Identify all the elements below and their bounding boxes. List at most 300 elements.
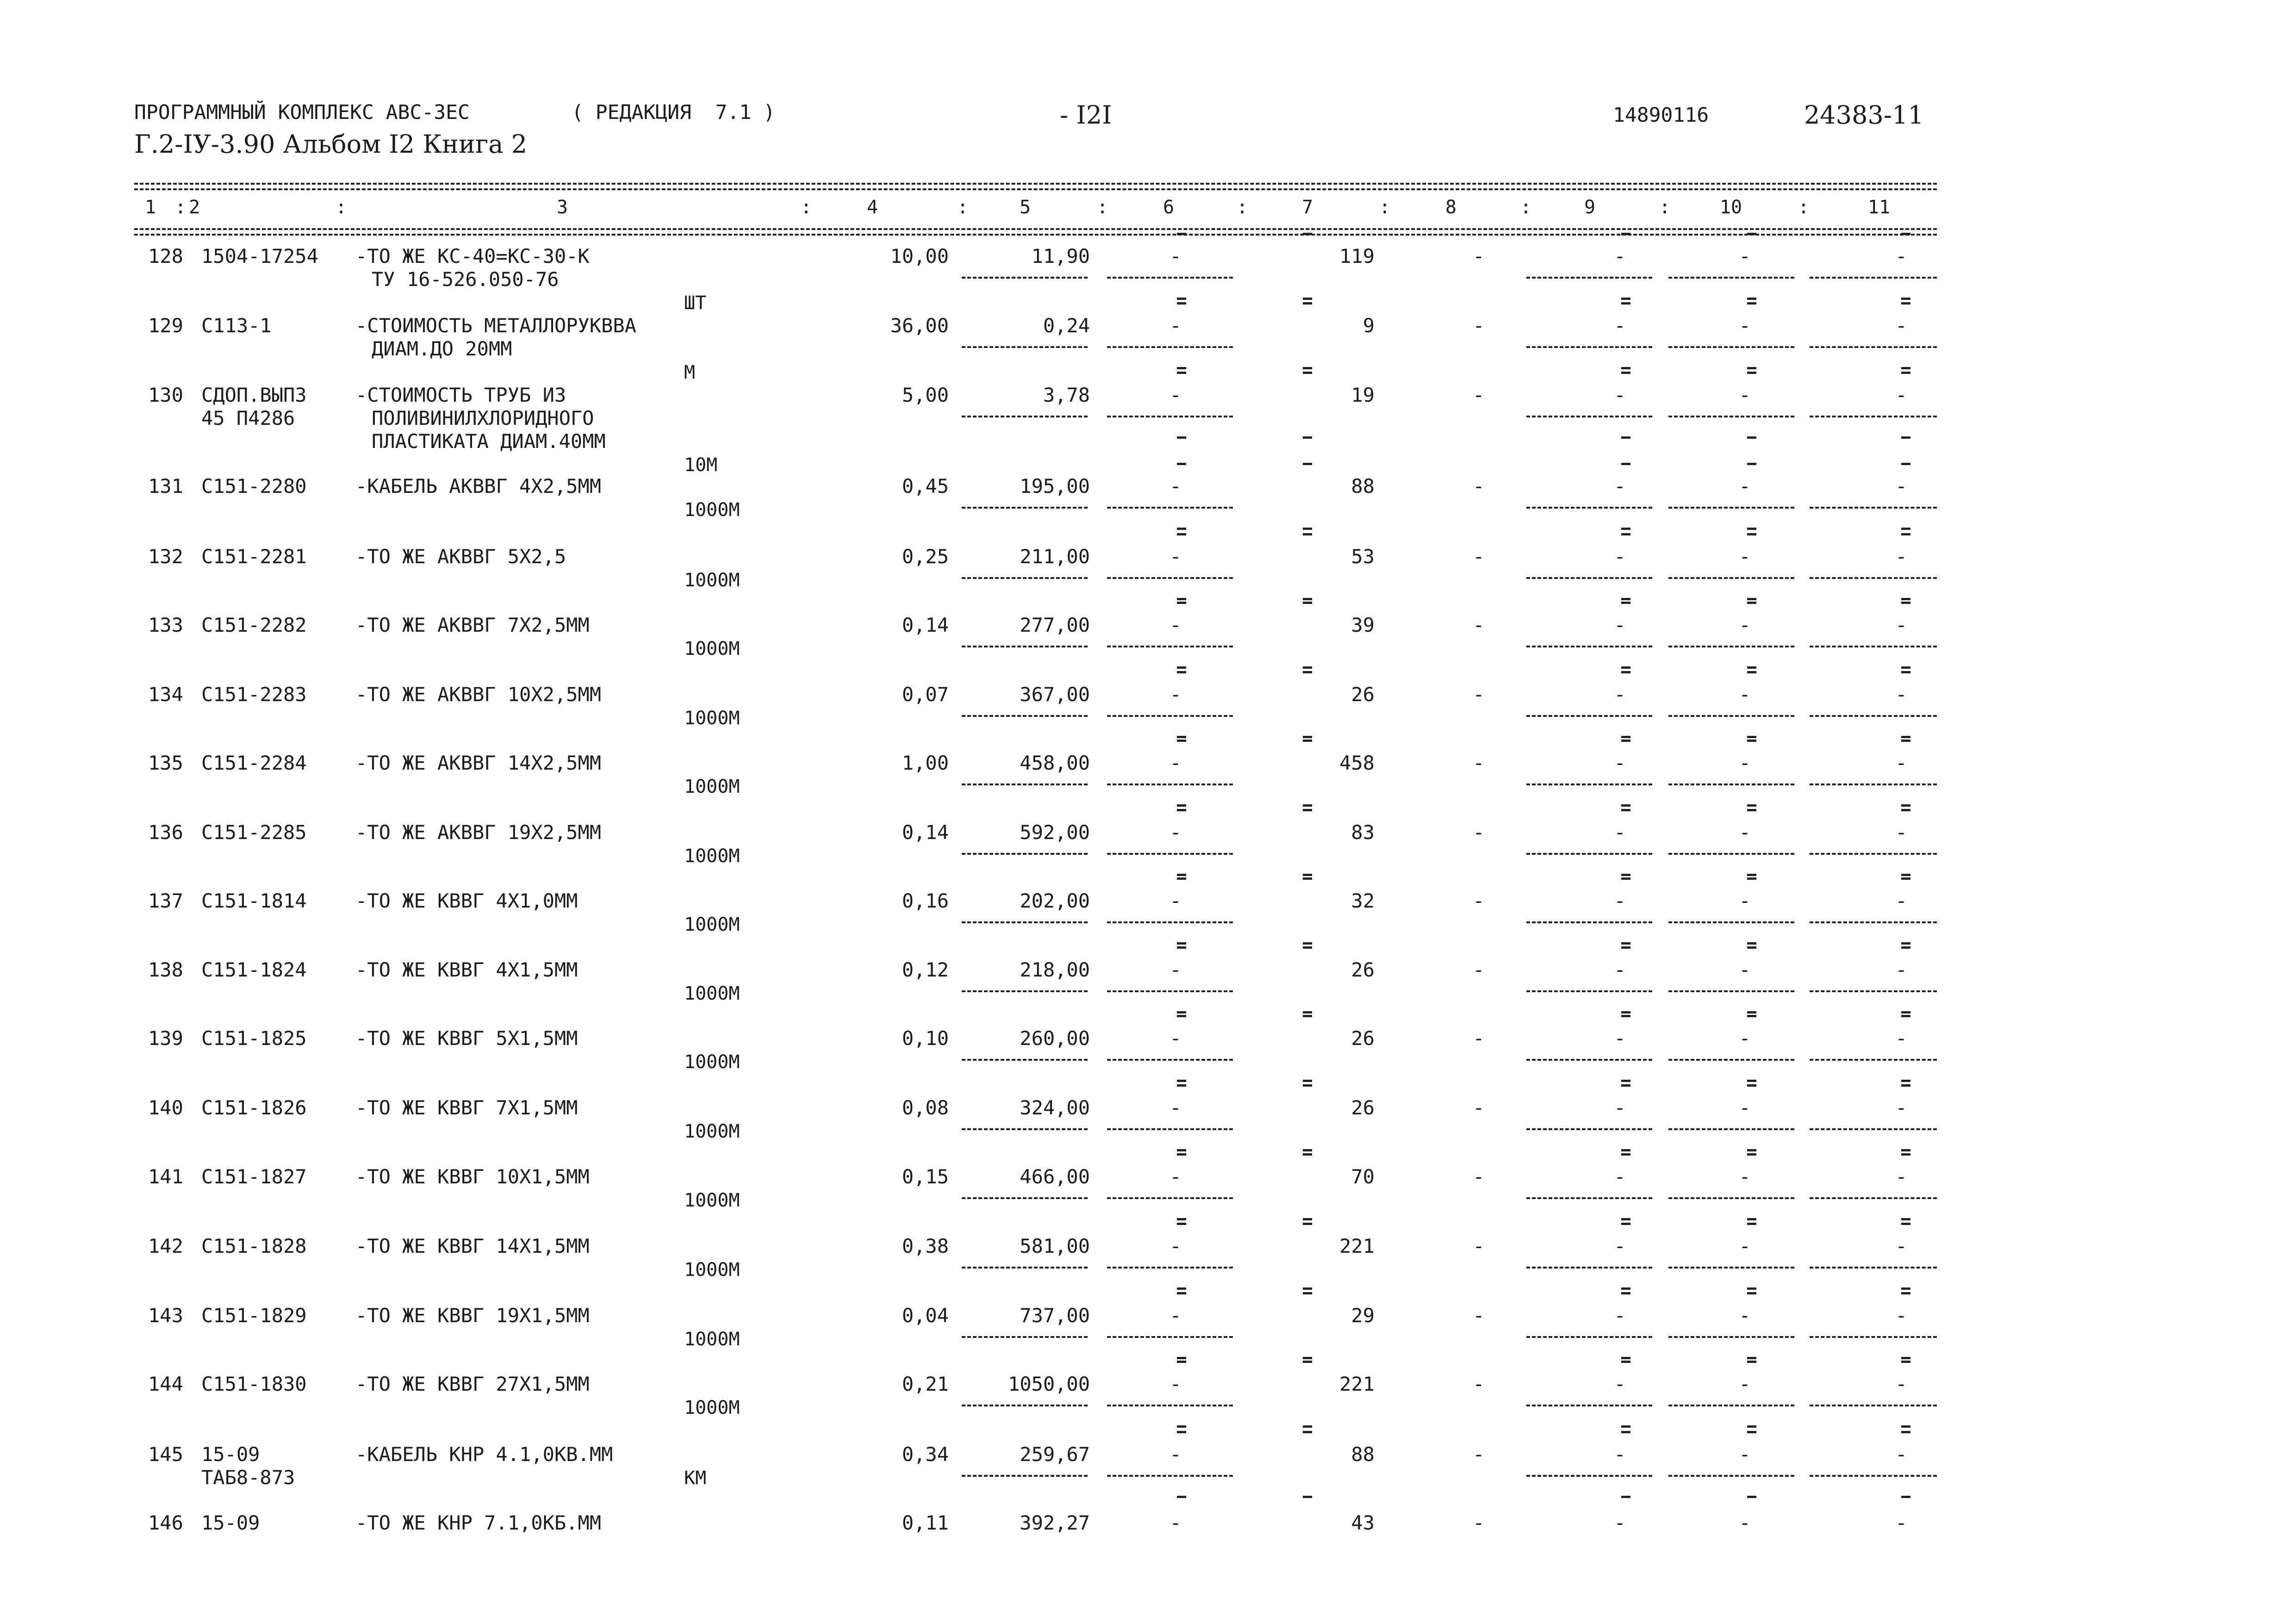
empty-mark (1177, 1153, 1186, 1156)
row-number: 145 (148, 1443, 183, 1466)
cell-underline (962, 715, 1088, 717)
empty-mark (1303, 1496, 1312, 1498)
col6-value: - (1170, 245, 1182, 267)
cell-underline (1668, 715, 1794, 717)
col6-value: - (1170, 314, 1182, 337)
empty-mark (1303, 533, 1312, 535)
cell-underline (962, 990, 1088, 992)
unit-price: 324,00 (1020, 1096, 1090, 1119)
empty-mark (1747, 1287, 1756, 1290)
cell-underline (962, 1197, 1088, 1199)
cell-underline (1107, 784, 1233, 785)
col8-value: - (1473, 1235, 1485, 1257)
unit-price: 259,67 (1020, 1443, 1090, 1466)
cell-underline (962, 1267, 1088, 1269)
total-cost: 83 (1351, 821, 1375, 844)
col8-value: - (1473, 958, 1485, 981)
cell-underline (1810, 1405, 1937, 1406)
col10-value: - (1739, 1511, 1751, 1534)
cell-underline (1668, 784, 1794, 785)
empty-mark (1901, 804, 1910, 807)
total-cost: 88 (1351, 1443, 1375, 1466)
cell-underline (962, 346, 1088, 348)
col9-value: - (1614, 314, 1626, 337)
col11-value: - (1895, 1235, 1907, 1257)
empty-mark (1901, 533, 1910, 535)
row-number: 143 (148, 1304, 183, 1327)
empty-mark (1901, 528, 1910, 530)
empty-mark (1303, 1431, 1312, 1433)
cell-underline (1810, 277, 1937, 279)
resource-code: ТАБ8-873 (201, 1466, 295, 1489)
col6-value: - (1170, 1235, 1182, 1257)
empty-mark (1303, 233, 1312, 235)
empty-mark (1177, 946, 1186, 949)
col11-value: - (1895, 683, 1907, 706)
cell-underline (1107, 346, 1233, 348)
col10-value: - (1739, 545, 1751, 568)
col6-value: - (1170, 384, 1182, 406)
empty-mark (1901, 367, 1910, 369)
resource-name: -ТО ЖЕ КНР 7.1,0КБ.ММ (355, 1511, 602, 1534)
empty-mark (1177, 367, 1186, 369)
unit-of-measure: 1000М (684, 846, 740, 867)
empty-mark (1747, 302, 1756, 305)
col8-value: - (1473, 1165, 1485, 1188)
col9-value: - (1614, 1027, 1626, 1050)
resource-name: -ТО ЖЕ АКВВГ 14Х2,5ММ (355, 752, 602, 774)
empty-mark (1901, 1431, 1910, 1433)
empty-mark (1177, 1011, 1186, 1014)
empty-mark (1747, 1218, 1756, 1220)
cell-underline (1810, 921, 1937, 923)
empty-mark (1621, 233, 1630, 235)
resource-code: 1504-17254 (201, 245, 318, 267)
total-cost: 221 (1339, 1373, 1375, 1395)
col9-value: - (1614, 889, 1626, 912)
cell-underline (1810, 1336, 1937, 1338)
empty-mark (1747, 1015, 1756, 1017)
empty-mark (1621, 372, 1630, 374)
empty-mark (1621, 1218, 1630, 1220)
empty-mark (1177, 372, 1186, 374)
empty-mark (1177, 463, 1186, 465)
cell-underline (1668, 577, 1794, 579)
empty-mark (1303, 809, 1312, 811)
col8-value: - (1473, 384, 1485, 406)
col9-value: - (1614, 614, 1626, 636)
resource-name: -КАБЕЛЬ КНР 4.1,0КВ.ММ (355, 1443, 613, 1466)
row-number: 138 (148, 958, 183, 981)
empty-mark (1901, 1153, 1910, 1156)
quantity: 0,11 (902, 1511, 949, 1534)
column-separator: : (1097, 197, 1108, 218)
col8-value: - (1473, 752, 1485, 774)
cell-underline (1107, 1267, 1233, 1269)
program-name: ПРОГРАММНЫЙ КОМПЛЕКС АВС-3ЕС (134, 101, 470, 124)
empty-mark (1747, 666, 1756, 669)
col6-value: - (1170, 1373, 1182, 1395)
unit-of-measure: 10М (684, 454, 718, 476)
col8-value: - (1473, 1511, 1485, 1534)
empty-mark (1621, 367, 1630, 369)
empty-mark (1747, 298, 1756, 300)
empty-mark (1303, 1361, 1312, 1363)
column-separator: : (1237, 197, 1248, 218)
cell-underline (1526, 990, 1652, 992)
cell-underline (1668, 1128, 1794, 1130)
cell-underline (1107, 416, 1233, 417)
empty-mark (1177, 533, 1186, 535)
document-number: 24383-11 (1804, 100, 1924, 130)
unit-of-measure: 1000М (684, 1397, 740, 1418)
col8-value: - (1473, 245, 1485, 267)
col10-value: - (1739, 1304, 1751, 1327)
empty-mark (1747, 372, 1756, 374)
col11-value: - (1895, 1165, 1907, 1188)
empty-mark (1747, 671, 1756, 673)
resource-code: С151-1830 (201, 1373, 307, 1395)
cell-underline (1810, 1197, 1937, 1199)
resource-code: С151-2284 (201, 752, 307, 774)
quantity: 10,00 (890, 245, 949, 267)
cell-underline (962, 577, 1088, 579)
resource-name: -ТО ЖЕ АКВВГ 10Х2,5ММ (355, 683, 602, 706)
total-cost: 88 (1351, 475, 1375, 497)
row-number: 132 (148, 545, 183, 568)
cell-underline (1810, 577, 1937, 579)
resource-code: С151-1828 (201, 1235, 307, 1257)
cell-underline (962, 277, 1088, 279)
empty-mark (1621, 804, 1630, 807)
total-cost: 43 (1351, 1511, 1375, 1534)
col8-value: - (1473, 1096, 1485, 1119)
empty-mark (1621, 1015, 1630, 1017)
quantity: 0,14 (902, 821, 949, 844)
cell-underline (1526, 1405, 1652, 1406)
empty-mark (1747, 602, 1756, 604)
cell-underline (1810, 646, 1937, 647)
col11-value: - (1895, 1027, 1907, 1050)
cell-underline (1668, 1267, 1794, 1269)
cell-underline (962, 646, 1088, 647)
empty-mark (1901, 1149, 1910, 1151)
col6-value: - (1170, 1511, 1182, 1534)
empty-mark (1177, 809, 1186, 811)
col11-value: - (1895, 384, 1907, 406)
col6-value: - (1170, 1165, 1182, 1188)
col10-value: - (1739, 1096, 1751, 1119)
empty-mark (1621, 1361, 1630, 1363)
empty-mark (1747, 598, 1756, 600)
cell-underline (962, 853, 1088, 855)
col10-value: - (1739, 1373, 1751, 1395)
empty-mark (1901, 602, 1910, 604)
empty-mark (1303, 666, 1312, 669)
cell-underline (1107, 1336, 1233, 1338)
empty-mark (1621, 1425, 1630, 1428)
cell-underline (1107, 1059, 1233, 1061)
quantity: 36,00 (890, 314, 949, 337)
resource-code: 15-09 (201, 1511, 260, 1534)
empty-mark (1303, 302, 1312, 305)
empty-mark (1177, 1149, 1186, 1151)
col10-value: - (1739, 614, 1751, 636)
empty-mark (1303, 1357, 1312, 1359)
empty-mark (1177, 736, 1186, 738)
edition-label: ( РЕДАКЦИЯ 7.1 ) (572, 101, 776, 124)
unit-of-measure: 1000М (684, 914, 740, 935)
col10-value: - (1739, 245, 1751, 267)
cell-underline (962, 1405, 1088, 1406)
empty-mark (1621, 528, 1630, 530)
unit-price: 277,00 (1020, 614, 1090, 636)
empty-mark (1901, 436, 1910, 439)
resource-name: -ТО ЖЕ КВВГ 19Х1,5ММ (355, 1304, 590, 1327)
empty-mark (1621, 671, 1630, 673)
empty-mark (1303, 877, 1312, 880)
row-number: 131 (148, 475, 183, 497)
quantity: 0,45 (902, 475, 949, 497)
col6-value: - (1170, 752, 1182, 774)
cell-underline (1810, 715, 1937, 717)
empty-mark (1303, 298, 1312, 300)
cell-underline (962, 507, 1088, 509)
quantity: 0,38 (902, 1235, 949, 1257)
unit-of-measure: М (684, 362, 696, 383)
empty-mark (1303, 598, 1312, 600)
cell-underline (1810, 784, 1937, 785)
column-header-3: 3 (556, 197, 568, 218)
unit-price: 392,27 (1020, 1511, 1090, 1534)
cell-underline (962, 1336, 1088, 1338)
resource-code: С151-2283 (201, 683, 307, 706)
unit-price: 202,00 (1020, 889, 1090, 912)
empty-mark (1747, 1223, 1756, 1225)
col6-value: - (1170, 1304, 1182, 1327)
cell-underline (1107, 1405, 1233, 1406)
col11-value: - (1895, 614, 1907, 636)
empty-mark (1177, 740, 1186, 742)
column-separator: : (1798, 197, 1810, 218)
empty-mark (1901, 233, 1910, 235)
empty-mark (1303, 736, 1312, 738)
empty-mark (1747, 463, 1756, 465)
empty-mark (1747, 1431, 1756, 1433)
col6-value: - (1170, 889, 1182, 912)
cell-underline (1107, 507, 1233, 509)
cell-underline (1668, 1059, 1794, 1061)
column-separator: : (1520, 197, 1532, 218)
row-number: 146 (148, 1511, 183, 1534)
row-number: 130 (148, 384, 183, 406)
empty-mark (1621, 942, 1630, 945)
empty-mark (1747, 736, 1756, 738)
empty-mark (1303, 602, 1312, 604)
table-top-rule-2 (134, 188, 1937, 190)
column-header-5: 5 (1019, 197, 1031, 218)
resource-name: -СТОИМОСТЬ МЕТАЛЛОРУКВВА (355, 314, 636, 337)
cell-underline (1107, 853, 1233, 855)
empty-mark (1901, 671, 1910, 673)
empty-mark (1901, 463, 1910, 465)
col11-value: - (1895, 1304, 1907, 1327)
cell-underline (1107, 277, 1233, 279)
empty-mark (1303, 740, 1312, 742)
empty-mark (1621, 1357, 1630, 1359)
empty-mark (1621, 740, 1630, 742)
empty-mark (1747, 1149, 1756, 1151)
cell-underline (1810, 1059, 1937, 1061)
resource-code: С151-2281 (201, 545, 307, 568)
cell-underline (1668, 277, 1794, 279)
col8-value: - (1473, 889, 1485, 912)
empty-mark (1747, 367, 1756, 369)
column-header-1: 1 (144, 197, 156, 218)
col8-value: - (1473, 821, 1485, 844)
col10-value: - (1739, 1165, 1751, 1188)
quantity: 0,12 (902, 958, 949, 981)
cell-underline (1810, 346, 1937, 348)
total-cost: 26 (1351, 683, 1375, 706)
col11-value: - (1895, 889, 1907, 912)
col11-value: - (1895, 1373, 1907, 1395)
cell-underline (1810, 1267, 1937, 1269)
empty-mark (1901, 1496, 1910, 1498)
cell-underline (1810, 416, 1937, 417)
empty-mark (1901, 874, 1910, 876)
empty-mark (1177, 602, 1186, 604)
col6-value: - (1170, 958, 1182, 981)
empty-mark (1177, 233, 1186, 235)
total-cost: 458 (1339, 752, 1375, 774)
empty-mark (1177, 1292, 1186, 1294)
empty-mark (1177, 1015, 1186, 1017)
empty-mark (1621, 1431, 1630, 1433)
total-cost: 119 (1339, 245, 1375, 267)
total-cost: 9 (1363, 314, 1375, 337)
empty-mark (1621, 736, 1630, 738)
document-code: 14890116 (1613, 104, 1709, 127)
empty-mark (1177, 874, 1186, 876)
quantity: 5,00 (902, 384, 949, 406)
col10-value: - (1739, 821, 1751, 844)
cell-underline (962, 784, 1088, 785)
empty-mark (1747, 1425, 1756, 1428)
resource-code: С151-2285 (201, 821, 307, 844)
cell-underline (1526, 416, 1652, 417)
col11-value: - (1895, 821, 1907, 844)
resource-code: С151-1829 (201, 1304, 307, 1327)
empty-mark (1901, 298, 1910, 300)
col10-value: - (1739, 752, 1751, 774)
resource-code: 15-09 (201, 1443, 260, 1466)
row-number: 136 (148, 821, 183, 844)
col11-value: - (1895, 958, 1907, 981)
col9-value: - (1614, 683, 1626, 706)
empty-mark (1901, 1218, 1910, 1220)
unit-price: 592,00 (1020, 821, 1090, 844)
cell-underline (1526, 577, 1652, 579)
empty-mark (1177, 1496, 1186, 1498)
empty-mark (1303, 1292, 1312, 1294)
col9-value: - (1614, 1165, 1626, 1188)
cell-underline (1810, 1475, 1937, 1477)
col10-value: - (1739, 384, 1751, 406)
col9-value: - (1614, 1304, 1626, 1327)
column-header-2: 2 (188, 197, 200, 218)
page-number: - I2I (1060, 100, 1112, 130)
column-header-8: 8 (1445, 197, 1457, 218)
unit-price: 458,00 (1020, 752, 1090, 774)
empty-mark (1303, 671, 1312, 673)
row-number: 144 (148, 1373, 183, 1395)
cell-underline (1526, 646, 1652, 647)
resource-code: СДОП.ВЫП3 (201, 384, 307, 406)
cell-underline (962, 1128, 1088, 1130)
row-number: 135 (148, 752, 183, 774)
resource-code: С151-1827 (201, 1165, 307, 1188)
unit-of-measure: 1000М (684, 708, 740, 729)
empty-mark (1621, 1080, 1630, 1082)
row-number: 128 (148, 245, 183, 267)
cell-underline (1107, 715, 1233, 717)
empty-mark (1177, 666, 1186, 669)
col11-value: - (1895, 314, 1907, 337)
empty-mark (1303, 1287, 1312, 1290)
empty-mark (1177, 671, 1186, 673)
resource-code: С151-1826 (201, 1096, 307, 1119)
cell-underline (1526, 1336, 1652, 1338)
empty-mark (1747, 942, 1756, 945)
cell-underline (1526, 1128, 1652, 1130)
empty-mark (1747, 233, 1756, 235)
unit-price: 218,00 (1020, 958, 1090, 981)
cell-underline (1526, 1475, 1652, 1477)
cell-underline (1526, 507, 1652, 509)
col8-value: - (1473, 683, 1485, 706)
empty-mark (1901, 736, 1910, 738)
col8-value: - (1473, 475, 1485, 497)
empty-mark (1621, 1084, 1630, 1087)
empty-mark (1747, 946, 1756, 949)
empty-mark (1747, 1153, 1756, 1156)
col8-value: - (1473, 614, 1485, 636)
empty-mark (1177, 1218, 1186, 1220)
col9-value: - (1614, 752, 1626, 774)
col11-value: - (1895, 245, 1907, 267)
column-header-9: 9 (1584, 197, 1596, 218)
resource-name: -ТО ЖЕ КВВГ 27Х1,5ММ (355, 1373, 590, 1395)
cell-underline (1107, 646, 1233, 647)
unit-price: 0,24 (1043, 314, 1090, 337)
unit-of-measure: 1000М (684, 638, 740, 659)
cell-underline (1668, 507, 1794, 509)
col11-value: - (1895, 1096, 1907, 1119)
empty-mark (1621, 602, 1630, 604)
empty-mark (1621, 809, 1630, 811)
resource-name: -КАБЕЛЬ АКВВГ 4Х2,5ММ (355, 475, 602, 497)
empty-mark (1303, 942, 1312, 945)
unit-price: 367,00 (1020, 683, 1090, 706)
empty-mark (1901, 1223, 1910, 1225)
unit-of-measure: 1000М (684, 1259, 740, 1281)
empty-mark (1303, 1011, 1312, 1014)
empty-mark (1901, 1425, 1910, 1428)
empty-mark (1303, 528, 1312, 530)
cell-underline (1526, 853, 1652, 855)
empty-mark (1177, 1084, 1186, 1087)
